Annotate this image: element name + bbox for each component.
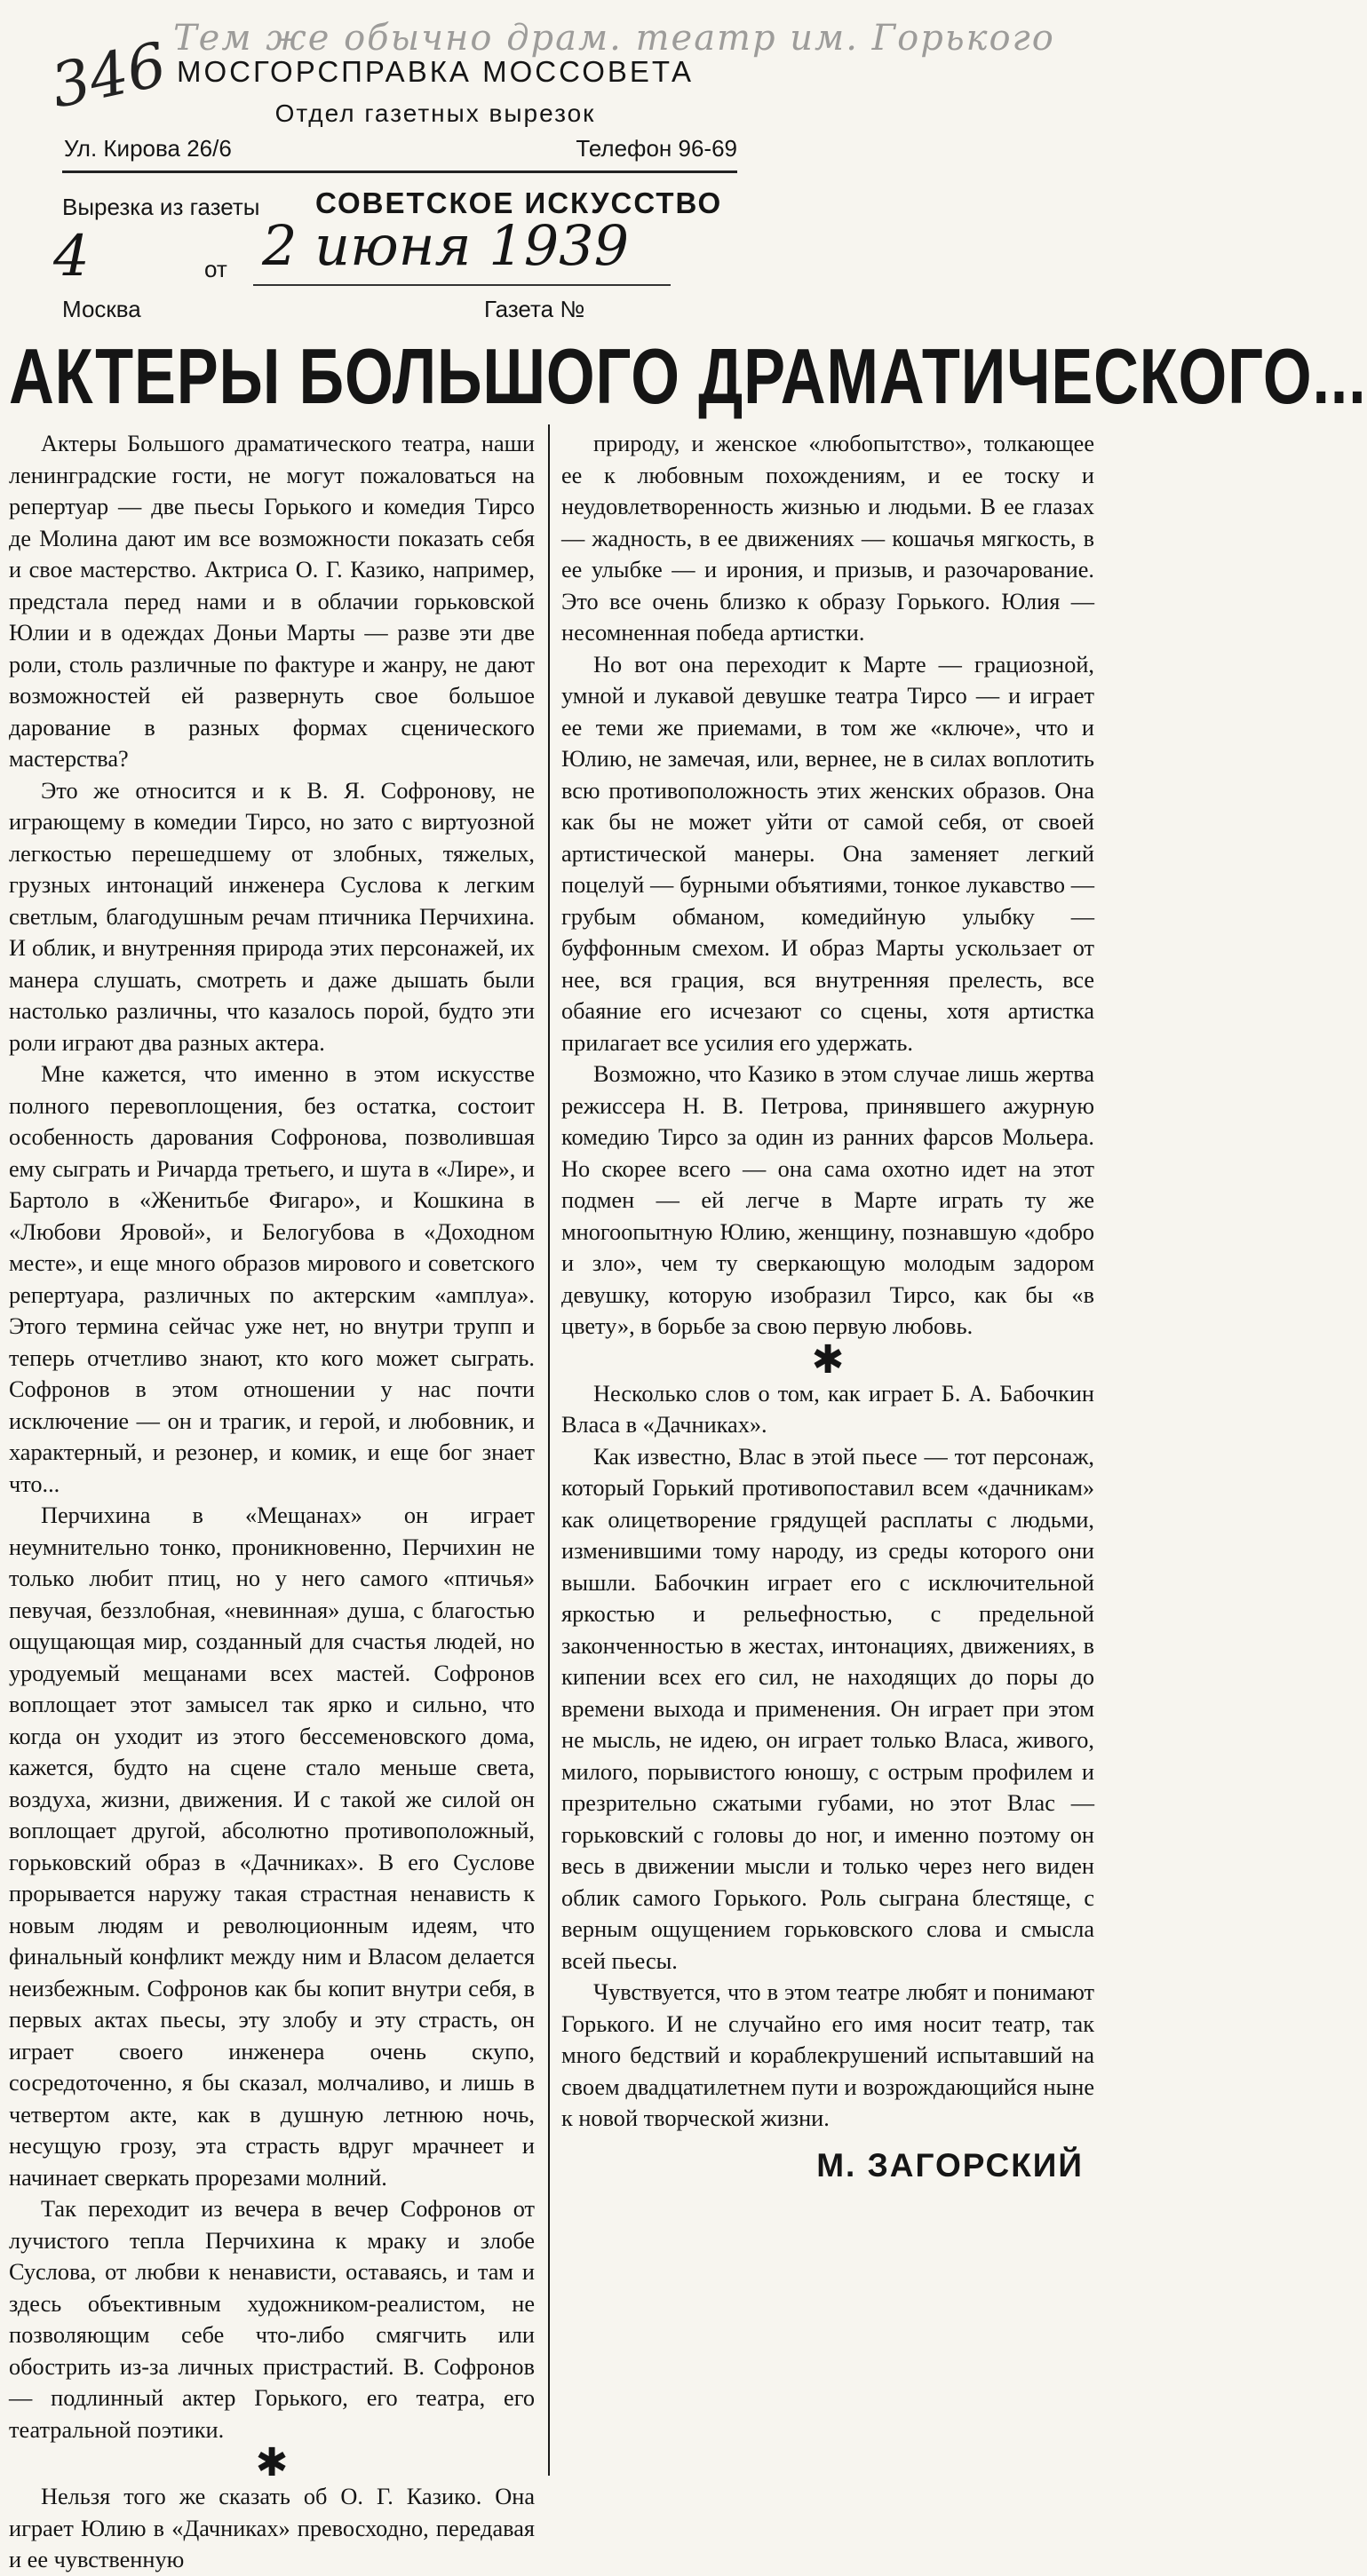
handwritten-date: 2 июня 1939 xyxy=(262,213,630,278)
paragraph: Возможно, что Казико в этом случае лишь жертва режиссера Н. В. Петрова, принявшего ажурную комедию Тирсо за один из ранних фарсов Мольера. Но скорее всего — она сама охотно идет на этот подмен — ей легче в Марте играть ту же многоопытную Юлию, женщину, познавшую «добро и зло», чем ту сверкающую молодым задором девушку, которую изобразил Тирсо, как бы «в цвету», в борьбе за свою первую любовь. xyxy=(561,1061,1094,1339)
paragraph: Это же относится и к В. Я. Софронову, не играющему в комедии Тирсо, но зато с виртуозной легкостью перешедшему от злобных, тяжелых, грузных интонаций инженера Суслова к легким светлым, благодушным речам птичника Перчихина. И облик, и внутренняя природа этих персонажей, их манера слушать, смотреть и даже дышать были настолько различны, что казалось порой, будто эти роли играют два разных актера. xyxy=(9,777,535,1056)
paragraph: Нельзя того же сказать об О. Г. Казико. Она играет Юлию в «Дачниках» превосходно, передавая и ее чувственную xyxy=(9,2484,535,2572)
clipping-stamp xyxy=(44,18,1055,322)
agency-name: МОСГОРСПРАВКА МОССОВЕТА xyxy=(177,55,694,88)
article-column-left xyxy=(9,428,535,2576)
city-label: Москва xyxy=(62,296,141,322)
paragraph: Актеры Большого драматического театра, наши ленинградские гости, не могут пожаловаться на репертуар — две пьесы Горького и комедия Тирсо де Молина дают им все возможности показать себя и свое мастерство. Актриса О. Г. Казико, например, предстала перед нами и в облачии горьковской Юлии и в одеждах Доньи Марты — разве эти две роли, столь различные по фактуре и жанру, не дают возможностей ей развернуть свое большое дарование в разных формах сценического мастерства? xyxy=(9,431,535,772)
department-name: Отдел газетных вырезок xyxy=(274,99,596,127)
paragraph: Как известно, Влас в этой пьесе — тот персонаж, который Горький противопоставил всем «дачникам» как олицетворение грядущей расплаты с людьми, изменившими тому народу, из среды которого они вышли. Бабочкин играет его с исключительной яркостью и рельефностью, с предельной законченностью в жестах, интонациях, движениях, в кипении всех его сил, не находящих до поры до времени выхода и применения. Он играет при этом не мысль, не идею, он играет только Власа, живого, милого, порывистого юношу, с острым профилем и презрительно сжатыми губами, но этот Влас — горьковский с головы до ног, и именно поэтому он весь в движении мысли и только через него виден облик самого Горького. Роль сыграна блестяще, с верным ощущением горьковского слова и смысла всей пьесы. xyxy=(561,1443,1094,1974)
stamp-divider xyxy=(62,170,737,173)
paragraph: Так переходит из вечера в вечер Софронов от лучистого тепла Перчихина к мраку и злобе Суслова, от любви к ненависти, оставаясь, и там и здесь объективным художником-реалистом, не позволяющим себе что-либо смягчить или обострить из-за личных пристрастий. В. Софронов — подлинный актер Горького, его театра, его театральной поэтики. xyxy=(9,2196,535,2443)
paragraph: Перчихина в «Мещанах» он играет неумнительно тонко, проникновенно, Перчихин не только любит птиц, но у него самого «птичья» певучая, беззлобная, «невинная» душа, с благостью ощущающая мир, созданный для счастья людей, но уродуемый мещанами всех мастей. Софронов воплощает этот замысел так ярко и сильно, что когда он уходит из этого бессеменовского дома, кажется, будто на сцене стало меньше света, воздуха, жизни, движения. И с такой же силой он воплощает другой, абсолютно противоположный, горьковский образ в «Дачниках». В его Суслове прорывается наружу такая страстная ненависть к новым людям и революционным идеям, что финальный конфликт между ним и Власом делается неизбежным. Софронов как бы копит внутри себя, в первых актах пьесы, эту злобу и эту страсть, он играет своего инженера очень скупо, сосредоточенно, я бы сказал, молчаливо, и лишь в четвертом акте, как в душную летнюю ночь, несущую грозу, эта страсть вдруг мрачнеет и начинает сверкать прорезами молний. xyxy=(9,1502,535,2191)
article-headline: АКТЕРЫ БОЛЬШОГО ДРАМАТИЧЕСКОГО... xyxy=(9,332,1367,420)
agency-address: Ул. Кирова 26/6 xyxy=(64,135,232,162)
author-signature: М. ЗАГОРСКИЙ xyxy=(816,2146,1084,2184)
date-underline xyxy=(253,284,671,286)
clip-label: Вырезка из газеты xyxy=(62,194,260,220)
newspaper-name: СОВЕТСКОЕ ИСКУССТВО xyxy=(315,186,723,219)
asterisk-separator: ✱ xyxy=(811,1337,845,1382)
gazeta-number-label: Газета № xyxy=(484,296,585,322)
handwritten-reference-number: 346 xyxy=(44,29,173,123)
date-label: от xyxy=(204,256,227,282)
paragraph: Несколько слов о том, как играет Б. А. Бабочкин Власа в «Дачниках». xyxy=(561,1380,1094,1438)
asterisk-separator: ✱ xyxy=(255,2441,289,2485)
paragraph: Чувствуется, что в этом театре любят и понимают Горького. И не случайно его имя носит театр, так много бедствий и кораблекрушений испытавший на своем двадцатилетнем пути и возрождающийся ныне к новой творческой жизни. xyxy=(561,1979,1094,2131)
paragraph: Мне кажется, что именно в этом искусстве полного перевоплощения, без остатка, состоит особенность дарования Софронова, позволившая ему сыграть и Ричарда третьего, и шута в «Лире», и Бартоло в «Женитьбе Фигаро», и Кошкина в «Любови Яровой», и Белогубова в «Доходном месте», и еще много образов мирового и советского репертуара, различных по актерским «амплуа». Этого термина сейчас уже нет, но внутри трупп и теперь отчетливо знают, кто кого может сыграть. Софронов в этом отношении у нас почти исключение — он и трагик, и герой, и любовник, и характерный, и резонер, и комик, и еще бог знает что... xyxy=(9,1061,535,1497)
agency-phone: Телефон 96-69 xyxy=(576,135,737,162)
paragraph: Но вот она переходит к Марте — грациозной, умной и лукавой девушке театра Тирсо — и играет ее теми же приемами, в том же «ключе», что и Юлию, не замечая, или, вернее, не в силах воплотить всю противоположность этих женских образов. Она как бы не может уйти от самой себя, от своей артистической манеры. Она заменяет легкий поцелуй — бурными объятиями, тонкое лукавство — грубым обманом, комедийную улыбку — буффонным смехом. И образ Марты ускользает от нее, вся грация, вся внутренняя прелесть, все обаяние его исчезают со сцены, хотя артистка прилагает все усилия его удержать. xyxy=(561,651,1094,1056)
column-divider xyxy=(548,424,550,2476)
handwritten-note: Тем же обычно драм. театр им. Горького xyxy=(173,18,1055,59)
paragraph: природу, и женское «любопытство», толкающее ее к любовным похождениям, и ее тоску и неудовлетворенность жизнью и людьми. В ее глазах — жадность, в ее движениях — кошачья мягкость, в ее улыбке — и ирония, и призыв, и разочарование. Это все очень близко к образу Горького. Юлия — несомненная победа артистки. xyxy=(561,431,1094,646)
article-column-right xyxy=(561,428,1094,2190)
handwritten-issue-number: 4 xyxy=(53,224,90,289)
